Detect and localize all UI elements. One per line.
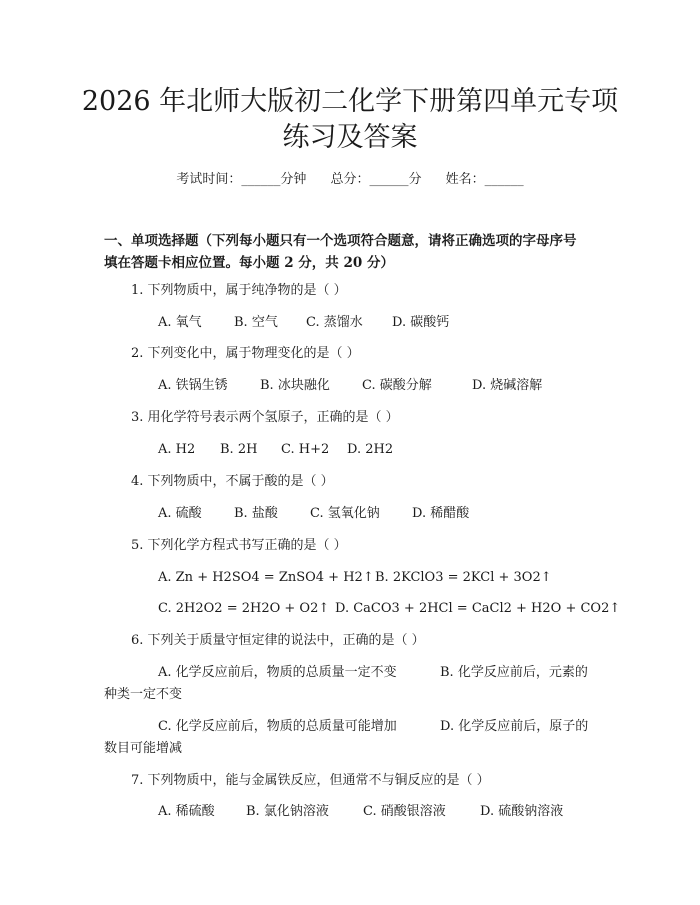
question-options [158, 600, 620, 618]
option: D. 烧碱溶解 [472, 378, 543, 393]
question-options [158, 441, 393, 459]
option: D. 2H2 [347, 442, 394, 457]
section-heading-line2: 填在答题卡相应位置。每小题 2 分，共 20 分） [104, 255, 394, 271]
question-options [158, 314, 449, 332]
section-heading-line1: 一、单项选择题（下列每小题只有一个选项符合题意，请将正确选项的字母序号 [104, 233, 577, 249]
option: C. 化学反应前后，物质的总质量可能增加 [158, 719, 397, 734]
exam-meta [0, 168, 700, 187]
option-continuation: 数目可能增减 [104, 741, 183, 756]
question-stem: 3. 用化学符号表示两个氢原子，正确的是（ ） [131, 410, 399, 425]
page-title-line1: 2026 年北师大版初二化学下册第四单元专项 [81, 86, 619, 117]
question-stem: 7. 下列物质中，能与金属铁反应，但通常不与铜反应的是（ ） [131, 773, 490, 788]
option: B. 盐酸 [234, 506, 278, 521]
question-options [158, 664, 588, 682]
option: D. 化学反应前后，原子的 [440, 719, 589, 734]
option: B. 2H [220, 442, 258, 457]
option: D. CaCO3 + 2HCl = CaCl2 + H2O + CO2↑ [335, 601, 621, 616]
option: C. H+2 [281, 442, 330, 457]
option-continuation: 种类一定不变 [104, 687, 183, 702]
option: A. 氧气 [158, 315, 202, 330]
question-stem: 1. 下列物质中，属于纯净物的是（ ） [131, 283, 347, 298]
option: A. 稀硫酸 [158, 804, 215, 819]
option: D. 碳酸钙 [392, 315, 450, 330]
question-options [158, 569, 552, 587]
option: B. 冰块融化 [260, 378, 330, 393]
question-options [158, 505, 469, 523]
option: D. 硫酸钠溶液 [480, 804, 564, 819]
option: A. 铁锅生锈 [158, 378, 228, 393]
option: C. 氢氧化钠 [310, 506, 380, 521]
option: A. 化学反应前后，物质的总质量一定不变 [158, 665, 397, 680]
option: C. 碳酸分解 [362, 378, 432, 393]
question-options [158, 718, 588, 736]
student-name: 姓名：______ [445, 172, 524, 187]
option: D. 稀醋酸 [412, 506, 470, 521]
option: B. 氯化钠溶液 [246, 804, 329, 819]
question-stem: 6. 下列关于质量守恒定律的说法中，正确的是（ ） [131, 633, 425, 648]
page-title-line2: 练习及答案 [282, 122, 418, 153]
option: C. 硝酸银溶液 [363, 804, 446, 819]
question-options [158, 377, 542, 395]
question-stem: 4. 下列物质中，不属于酸的是（ ） [131, 474, 334, 489]
question-stem: 5. 下列化学方程式书写正确的是（ ） [131, 538, 347, 553]
option: B. 化学反应前后，元素的 [440, 665, 588, 680]
question-stem: 2. 下列变化中，属于物理变化的是（ ） [131, 346, 360, 361]
total-score: 总分：______分 [330, 172, 422, 187]
exam-time: 考试时间：______分钟 [176, 172, 307, 187]
option: A. Zn + H2SO4 = ZnSO4 + H2↑ [158, 570, 374, 585]
question-options [158, 803, 563, 821]
option: A. H2 [158, 442, 196, 457]
option: B. 空气 [234, 315, 278, 330]
option: C. 2H2O2 = 2H2O + O2↑ [158, 601, 330, 616]
option: B. 2KClO3 = 2KCl + 3O2↑ [375, 570, 552, 585]
option: A. 硫酸 [158, 506, 202, 521]
option: C. 蒸馏水 [306, 315, 363, 330]
